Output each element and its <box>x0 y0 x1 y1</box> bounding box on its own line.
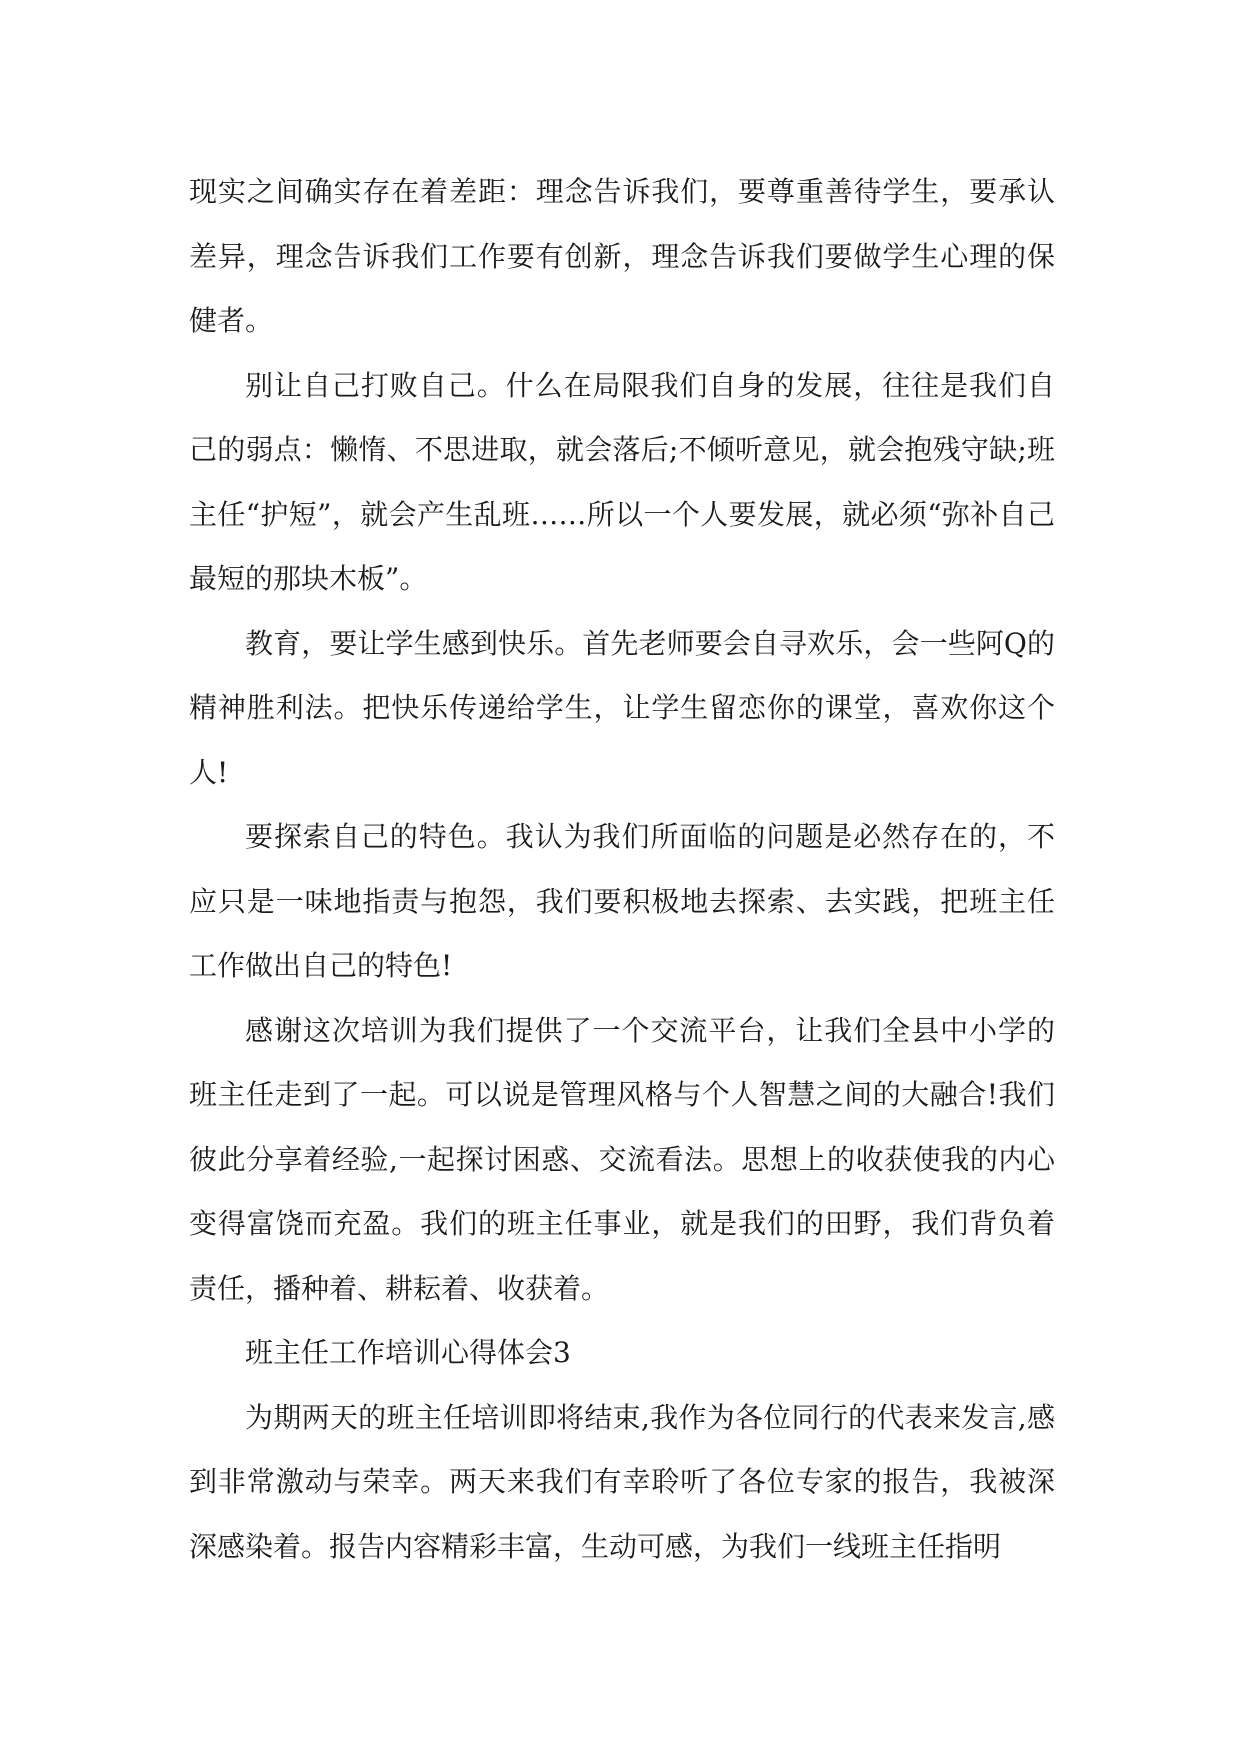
paragraph-2: 别让自己打败自己。什么在局限我们自身的发展，往往是我们自己的弱点：懒惰、不思进取，就会落后;不倾听意见，就会抱残守缺;班主任“护短”，就会产生乱班……所以一个人要发展，就必须“弥补自己最短的那块木板”。 <box>189 368 1055 595</box>
paragraph-5: 感谢这次培训为我们提供了一个交流平台，让我们全县中小学的班主任走到了一起。可以说是管理风格与个人智慧之间的大融合!我们彼此分享着经验,一起探讨困惑、交流看法。思想上的收获使我的内心变得富饶而充盈。我们的班主任事业，就是我们的田野，我们背负着责任，播种着、耕耘着、收获着。 <box>189 1013 1055 1305</box>
paragraph-4: 要探索自己的特色。我认为我们所面临的问题是必然存在的，不应只是一味地指责与抱怨，我们要积极地去探索、去实践，把班主任工作做出自己的特色! <box>189 820 1055 982</box>
document-body <box>189 160 1055 1579</box>
paragraph-1: 现实之间确实存在着差距：理念告诉我们，要尊重善待学生，要承认差异，理念告诉我们工作要有创新，理念告诉我们要做学生心理的保健者。 <box>189 175 1055 337</box>
section-heading: 班主任工作培训心得体会3 <box>245 1336 571 1369</box>
paragraph-7: 为期两天的班主任培训即将结束,我作为各位同行的代表来发言,感到非常激动与荣幸。两天来我们有幸聆听了各位专家的报告，我被深深感染着。报告内容精彩丰富，生动可感，为我们一线班主任指明 <box>189 1400 1055 1563</box>
paragraph-3: 教育，要让学生感到快乐。首先老师要会自寻欢乐，会一些阿Q的精神胜利法。把快乐传递给学生，让学生留恋你的课堂，喜欢你这个人! <box>189 626 1055 789</box>
